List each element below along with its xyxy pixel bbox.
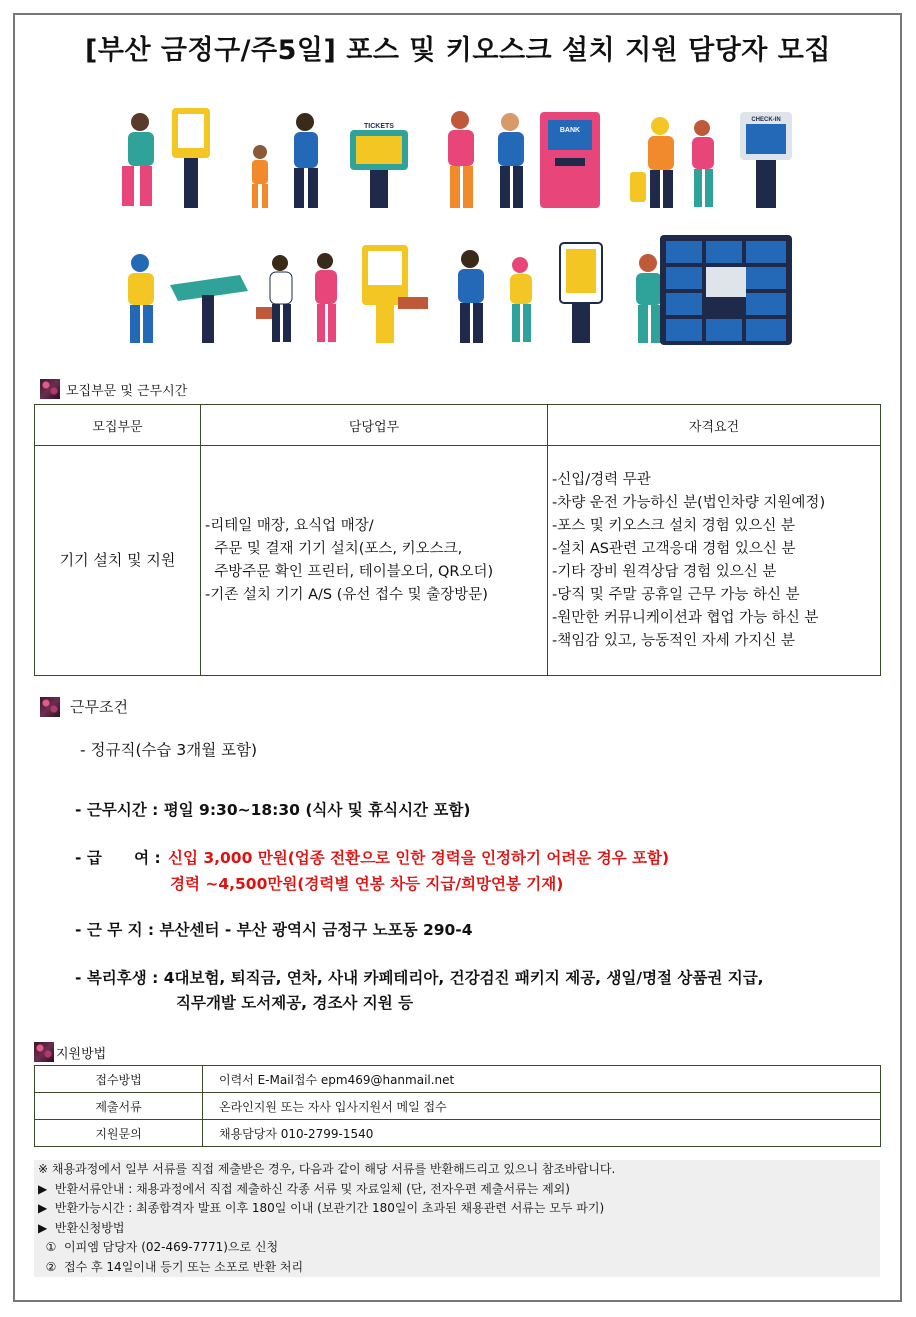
requirement-line: -신입/경력 무관 xyxy=(552,471,651,488)
requirement-line: -포스 및 키오스크 설치 경험 있으신 분 xyxy=(552,517,795,534)
note-line: ▶ 반환신청방법 xyxy=(38,1220,125,1235)
document-return-notes xyxy=(34,1160,880,1277)
employment-type: - 정규직(수습 3개월 포함) xyxy=(80,741,258,759)
recruitment-table xyxy=(34,404,881,676)
people-at-atm-icon xyxy=(448,111,600,208)
benefits-line1: - 복리후생 : 4대보험, 퇴직금, 연차, 사내 카페테리아, 건강검진 패키지 제공, 생일/명절 상품권 지급, xyxy=(75,969,764,987)
salary-label: - 급 여 : xyxy=(75,849,161,867)
person-at-locker-icon xyxy=(636,235,792,345)
page-title: [부산 금정구/주5일] 포스 및 키오스크 설치 지원 담당자 모집 xyxy=(85,35,831,66)
kiosk-illustration-bottom xyxy=(100,235,820,350)
requirement-line: -책임감 있고, 능동적인 자세 가지신 분 xyxy=(552,632,795,649)
section-apply-heading xyxy=(34,1042,106,1062)
inquiry-label: 지원문의 xyxy=(35,1120,203,1147)
section-bullet-icon xyxy=(34,1042,54,1062)
header-division: 모집부문 xyxy=(35,405,201,446)
person-at-table-kiosk-icon xyxy=(128,254,248,343)
apply-method-label: 접수방법 xyxy=(35,1066,203,1093)
tickets-label: TICKETS xyxy=(364,123,394,130)
duty-line: 주문 및 결재 기기 설치(포스, 키오스크, xyxy=(205,540,463,557)
work-location: - 근 무 지 : 부산센터 - 부산 광역시 금정구 노포동 290-4 xyxy=(75,921,473,939)
note-line: ▶ 반환가능시간 : 최종합격자 발표 이후 180일 이내 (보관기간 180일이 초과된 채용관련 서류는 모두 파기) xyxy=(38,1201,605,1215)
documents-value: 온라인지원 또는 자사 입사지원서 메일 접수 xyxy=(203,1093,881,1120)
cell-division: 기기 설치 및 지원 xyxy=(35,446,201,676)
note-line: ▶ 반환서류안내 : 채용과정에서 직접 제출하신 각종 서류 및 자료일체 (단, 전자우편 제출서류는 제외) xyxy=(38,1181,570,1196)
kiosk-illustration-top xyxy=(100,100,820,215)
table-row xyxy=(35,1120,881,1147)
note-line: ※ 채용과정에서 일부 서류를 직접 제출받은 경우, 다음과 같이 해당 서류를 반환해드리고 있으니 참조바랍니다. xyxy=(38,1162,616,1176)
section-recruitment-heading xyxy=(40,379,187,399)
section-conditions-title: 근무조건 xyxy=(70,698,128,716)
note-line: ② 접수 후 14일이내 등기 또는 소포로 반환 처리 xyxy=(38,1259,304,1274)
duty-line: -리테일 매장, 요식업 매장/ xyxy=(205,517,374,534)
table-row xyxy=(35,1066,881,1093)
person-at-kiosk-icon xyxy=(122,108,210,208)
bank-label: BANK xyxy=(559,127,581,134)
section-bullet-icon xyxy=(40,379,60,399)
duty-line: -기존 설치 기기 A/S (유선 접수 및 출장방문) xyxy=(205,586,488,603)
requirement-line: -기타 장비 원격상담 경험 있으신 분 xyxy=(552,563,777,580)
shoppers-at-kiosk-icon xyxy=(256,245,428,343)
requirement-line: -설치 AS관련 고객응대 경험 있으신 분 xyxy=(552,540,796,557)
duty-line: 주방주문 확인 프린터, 테이블오더, QR오더) xyxy=(205,563,494,580)
benefits-line2: 직무개발 도서제공, 경조사 지원 등 xyxy=(176,994,414,1012)
requirement-line: -원만한 커뮤니케이션과 협업 가능 하신 분 xyxy=(552,609,819,626)
travelers-at-checkin-icon xyxy=(630,112,792,208)
inquiry-value: 채용담당자 010-2799-1540 xyxy=(203,1120,881,1147)
family-at-ticket-kiosk-icon xyxy=(252,113,408,208)
work-hours: - 근무시간 : 평일 9:30~18:30 (식사 및 휴식시간 포함) xyxy=(75,801,471,819)
section-bullet-icon xyxy=(40,697,60,717)
people-at-menu-kiosk-icon xyxy=(458,243,602,343)
salary-entry: 신입 3,000 만원(업종 전환으로 인한 경력을 인정하기 어려운 경우 포함) xyxy=(168,849,670,867)
note-line: ① 이피엠 담당자 (02-469-7771)으로 신청 xyxy=(38,1240,279,1254)
salary-experienced: 경력 ~4,500만원(경력별 연봉 차등 지급/희망연봉 기재) xyxy=(170,875,564,893)
requirement-line: -당직 및 주말 공휴일 근무 가능 하신 분 xyxy=(552,586,800,603)
table-row xyxy=(35,1093,881,1120)
apply-method-value: 이력서 E-Mail접수 epm469@hanmail.net xyxy=(203,1066,881,1093)
checkin-label: CHECK-IN xyxy=(751,117,781,123)
application-table xyxy=(34,1065,881,1147)
documents-label: 제출서류 xyxy=(35,1093,203,1120)
requirement-line: -차량 운전 가능하신 분(법인차량 지원예정) xyxy=(552,494,826,511)
cell-requirements xyxy=(548,446,881,676)
section-conditions-heading xyxy=(40,696,128,717)
section-recruitment-title: 모집부문 및 근무시간 xyxy=(66,383,188,399)
header-requirements: 자격요건 xyxy=(548,405,881,446)
section-apply-title: 지원방법 xyxy=(56,1046,107,1062)
cell-duties xyxy=(201,446,548,676)
header-duties: 담당업무 xyxy=(201,405,548,446)
